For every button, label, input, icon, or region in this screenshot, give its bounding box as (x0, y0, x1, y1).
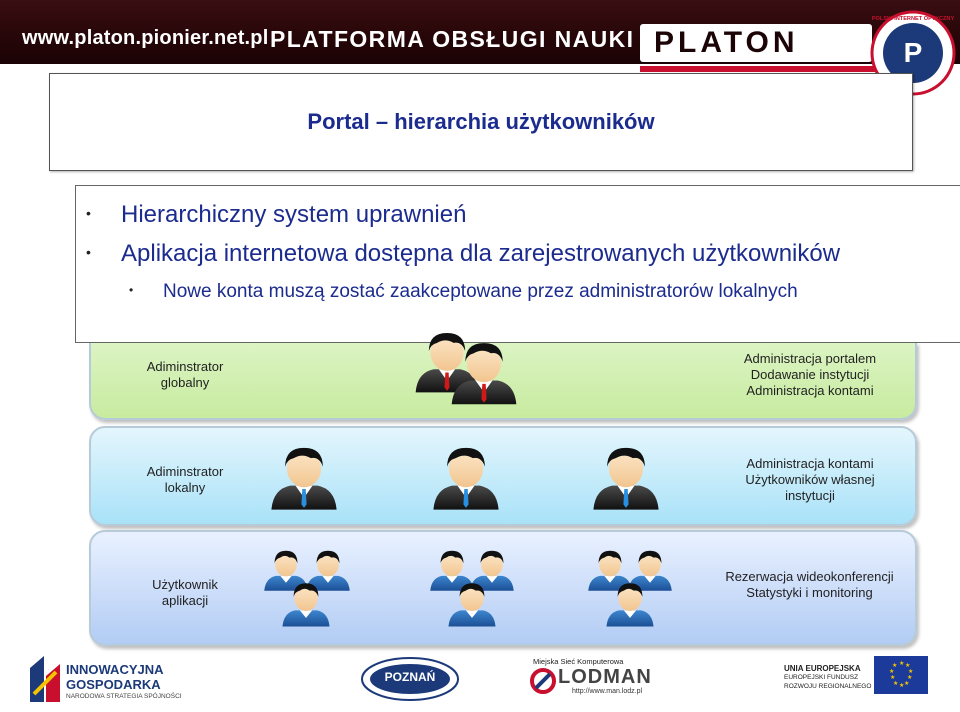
tier-label-line: Adiminstrator (146, 464, 224, 479)
badge-text: POLSKI INTERNET OPTYCZNY (871, 16, 955, 22)
bullet-text: Nowe konta muszą zostać zaakceptowane przez administratorów lokalnych (163, 281, 798, 302)
svg-text:★: ★ (899, 682, 905, 689)
tier-desc-line: Dodawanie instytucji (750, 367, 870, 382)
platon-logo-text: PLATON (654, 26, 799, 59)
global-admin-person-icon (448, 338, 520, 406)
slide-title-box (49, 73, 913, 171)
svg-text:★: ★ (904, 680, 910, 687)
tier-desc-line: Administracja portalem (743, 351, 877, 366)
platon-logo (640, 24, 872, 62)
bullet-dot-icon: • (86, 244, 91, 260)
local-admin-person-icon (590, 442, 662, 512)
tier-desc-line: Administracja kontami (746, 456, 874, 471)
tier-description (715, 351, 905, 399)
lodman-line3[interactable]: http://www.man.lodz.pl (572, 688, 643, 695)
local-admin-person-icon (430, 442, 502, 512)
bullets-box (75, 185, 960, 343)
user-person-icon (280, 578, 332, 628)
user-person-icon (604, 578, 656, 628)
footer-logos (0, 648, 960, 712)
bullet-text: Aplikacja internetowa dostępna dla zarejestrowanych użytkowników (121, 240, 841, 267)
tier-description (712, 569, 907, 601)
svg-text:★: ★ (905, 662, 911, 669)
tier-desc-line: Użytkowników własnej (745, 472, 875, 487)
svg-text:★: ★ (889, 668, 895, 675)
svg-text:★: ★ (908, 668, 914, 675)
lodman-line1: Miejska Sieć Komputerowa (533, 657, 624, 666)
bullet-text: Hierarchiczny system uprawnień (121, 201, 467, 228)
svg-text:★: ★ (890, 674, 896, 681)
tier-desc-line: Rezerwacja wideokonferencji (725, 569, 894, 584)
local-admin-person-icon (268, 442, 340, 512)
svg-text:★: ★ (893, 680, 899, 687)
innowacyjna-line2: GOSPODARKA (66, 677, 161, 692)
bullet-dot-icon: • (129, 283, 134, 297)
svg-text:★: ★ (899, 660, 905, 667)
lodman-logo-icon (530, 668, 556, 694)
tier-label (130, 464, 240, 496)
innowacyjna-line1: INNOWACYJNA (66, 662, 164, 677)
tier-description (715, 456, 905, 504)
svg-text:★: ★ (907, 674, 913, 681)
innowacyjna-line3: NARODOWA STRATEGIA SPÓJNOŚCI (66, 693, 182, 700)
lodman-line2: LODMAN (558, 666, 652, 688)
ue-line1: UNIA EUROPEJSKA (784, 664, 861, 673)
innowacyjna-gospodarka-logo-icon (28, 654, 62, 704)
tier-desc-line: Administracja kontami (746, 383, 874, 398)
poznan-logo-text: POZNAŃ (384, 670, 436, 684)
eu-flag-icon (874, 656, 928, 694)
tier-label-line: Adiminstrator (146, 359, 224, 374)
tier-desc-line: Statystyki i monitoring (746, 585, 873, 600)
slide-title: Portal – hierarchia użytkowników (307, 109, 655, 134)
tier-desc-line: instytucji (785, 488, 835, 503)
tier-label-line: globalny (160, 375, 210, 390)
ue-line2: EUROPEJSKI FUNDUSZ (784, 674, 859, 681)
tier-label (130, 577, 240, 609)
tier-label (130, 359, 240, 391)
header-url[interactable]: www.platon.pionier.net.pl (22, 27, 269, 49)
tier-label-line: lokalny (164, 480, 206, 495)
header-platform-name: PLATFORMA OBSŁUGI NAUKI (270, 26, 635, 52)
svg-text:P: P (903, 37, 923, 68)
svg-text:★: ★ (892, 662, 898, 669)
tier-label-line: Użytkownik (152, 577, 218, 592)
bullet-dot-icon: • (86, 205, 91, 221)
tier-label-line: aplikacji (161, 593, 209, 608)
ue-line3: ROZWOJU REGIONALNEGO (784, 683, 872, 690)
user-person-icon (446, 578, 498, 628)
